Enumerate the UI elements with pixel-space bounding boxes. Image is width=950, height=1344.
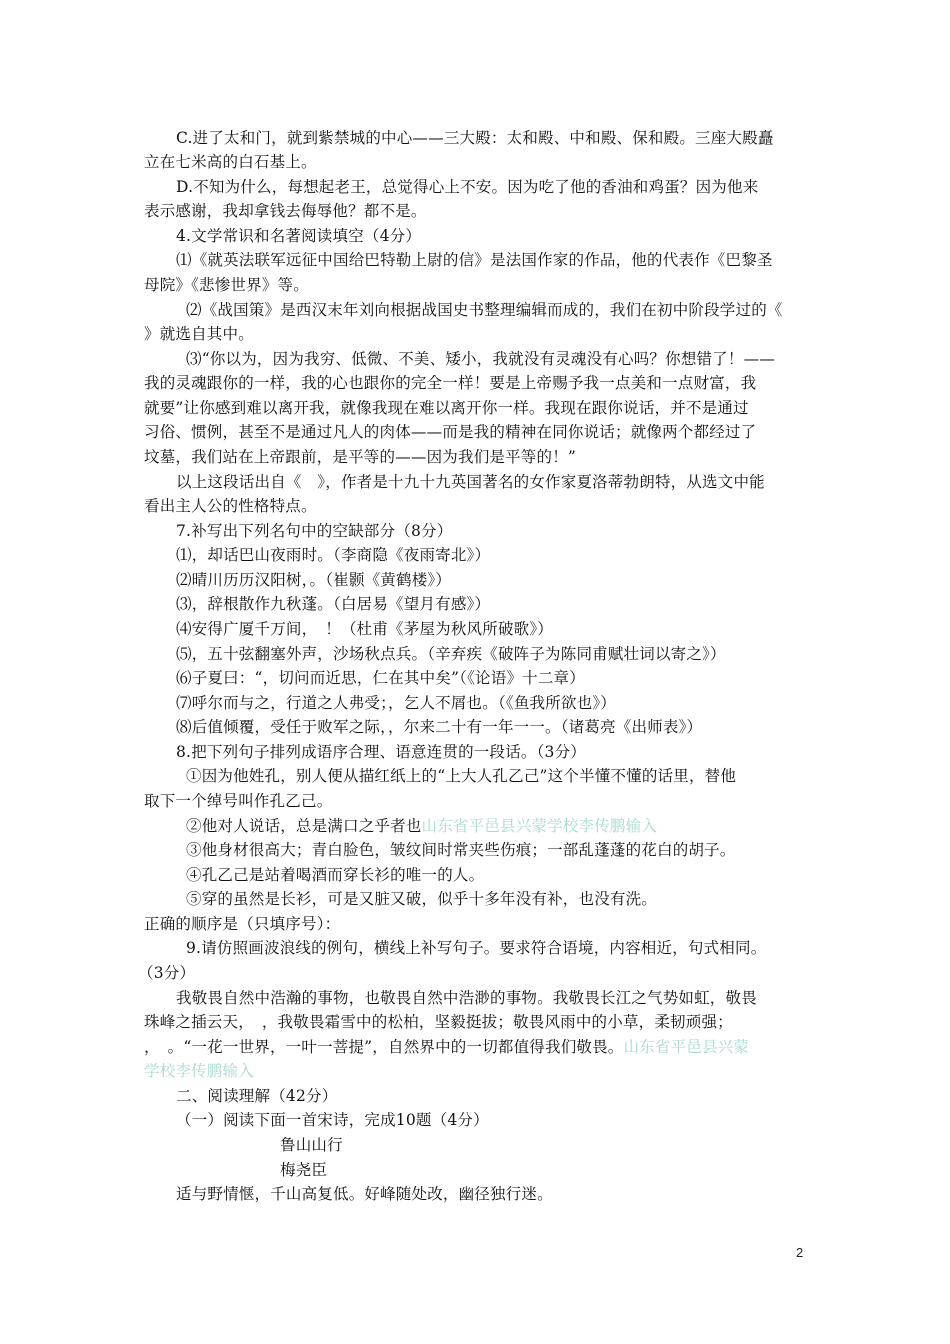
text-line: 看出主人公的性格特点。	[144, 497, 317, 515]
watermark-text: 学校李传鹏输入	[144, 1062, 254, 1080]
poem-line: 适与野情惬，千山高复低。好峰随处改，幽径独行迷。	[176, 1185, 553, 1203]
poem-title: 鲁山山行	[280, 1136, 343, 1154]
poem-author: 梅尧臣	[280, 1161, 328, 1179]
section-heading: 二、阅读理解（42分）	[176, 1087, 338, 1105]
text-line: ①因为他姓孔，别人便从描红纸上的“上大人孔乙己”这个半懂不懂的话里，替他	[186, 767, 737, 785]
section-heading: 8.把下列句子排列成语序合理、语意连贯的一段话。（3分）	[176, 743, 587, 761]
text-line: 立在七米高的白石基上。	[144, 153, 317, 171]
text-line: ⑴，却话巴山夜雨时。（李商隐《夜雨寄北》）	[176, 546, 491, 564]
text-line: D.不知为什么，每想起老王，总觉得心上不安。因为吃了他的香油和鸡蛋？因为他来	[176, 178, 759, 196]
sentence-end: ， 。“一花一世界，一叶一菩提”，自然界中的一切都值得我们敬畏。	[144, 1038, 624, 1056]
text-line: ⑶“你以为，因为我穷、低微、不美、矮小，我就没有灵魂没有心吗？你想错了！——	[186, 350, 776, 368]
section-heading: 9.请仿照画波浪线的例句，横线上补写句子。要求符合语境，内容相近，句式相同。	[186, 939, 767, 957]
section-heading: 4.文学常识和名著阅读填空（4分）	[176, 227, 422, 245]
text-line: ④孔乙己是站着喝酒而穿长衫的唯一的人。	[186, 866, 485, 884]
text-line: ⑤穿的虽然是长衫，可是又脏又破，似乎十多年没有补，也没有洗。	[186, 890, 658, 908]
text-line: 我敬畏自然中浩瀚的事物，也敬畏自然中浩渺的事物。我敬畏长江之气势如虹，敬畏	[176, 989, 757, 1007]
text-line: 坟墓，我们站在上帝跟前，是平等的——因为我们是平等的！”	[144, 448, 577, 466]
text-line: （一）阅读下面一首宋诗，完成10题（4分）	[176, 1111, 489, 1129]
text-line: 》就选自其中。	[144, 325, 254, 343]
text-line: 珠峰之插云天， ，我敬畏霜雪中的松柏，坚毅挺拔；敬畏风雨中的小草，柔韧顽强；	[144, 1013, 733, 1031]
text-line: ⑻后值倾覆，受任于败军之际，，尔来二十有一年一一。（诸葛亮《出师表》）	[176, 718, 703, 736]
text-line: 我的灵魂跟你的一样，我的心也跟你的完全一样！要是上帝赐予我一点美和一点财富，我	[144, 374, 757, 392]
text-line: ⑺呼尔而与之，行道之人弗受；，乞人不屑也。（《鱼我所欲也》）	[176, 694, 617, 712]
page-number: 2	[796, 1245, 804, 1260]
text-line: 正确的顺序是（只填序号）：	[144, 915, 341, 933]
text-line	[186, 816, 657, 836]
text-line: ⑸，五十弦翻塞外声，沙场秋点兵。（辛弃疾《破阵子为陈同甫赋壮词以寄之》）	[176, 645, 726, 663]
text-line: ⑶，辞根散作九秋蓬。（白居易《望月有感》）	[176, 595, 491, 613]
text-line: 以上这段话出自《 》，作者是十九十九英国著名的女作家夏洛蒂勃朗特，从选文中能	[176, 473, 765, 491]
text-line	[144, 1037, 749, 1057]
watermark-text: 山东省平邑县兴蒙学校李传鹏输入	[421, 817, 658, 835]
text-line: ③他身材很高大；青白脸色，皱纹间时常夹些伤痕；一部乱蓬蓬的花白的胡子。	[186, 841, 736, 859]
text-line: ⑴《就英法联军远征中国给巴特勒上尉的信》是法国作家的作品，他的代表作《巴黎圣	[176, 251, 773, 269]
text-line: ⑹子夏曰：“，切问而近思，仁在其中矣”（《论语》十二章）	[176, 669, 585, 687]
section-heading: 7.补写出下列名句中的空缺部分（8分）	[176, 522, 453, 540]
text-line: C.进了太和门，就到紫禁城的中心——三大殿：太和殿、中和殿、保和殿。三座大殿矗	[176, 129, 774, 147]
text-line: ⑵晴川历历汉阳树，。（崔颢《黄鹤楼》）	[176, 571, 452, 589]
text-line: 表示感谢，我却拿钱去侮辱他？都不是。	[144, 202, 427, 220]
text-line: 母院》《悲惨世界》等。	[144, 276, 309, 294]
text-line: ⑷安得广厦千万间， ！（杜甫《茅屋为秋风所破歌》）	[176, 620, 554, 638]
text-line: （3分）	[138, 964, 196, 982]
text-line: 习俗、惯例，甚至不是通过凡人的肉体——而是我的精神在同你说话；就像两个都经过了	[144, 423, 757, 441]
sentence-2: ②他对人说话，总是满口之乎者也	[186, 817, 422, 835]
text-line: 就要”让你感到难以离开我，就像我现在难以离开你一样。我现在跟你说话，并不是通过	[144, 399, 749, 417]
text-line: 取下一个绰号叫作孔乙己。	[144, 792, 333, 810]
watermark-text: 山东省平邑县兴蒙	[623, 1038, 750, 1056]
text-line: ⑵《战国策》是西汉末年刘向根据战国史书整理编辑而成的，我们在初中阶段学过的《	[186, 301, 783, 319]
